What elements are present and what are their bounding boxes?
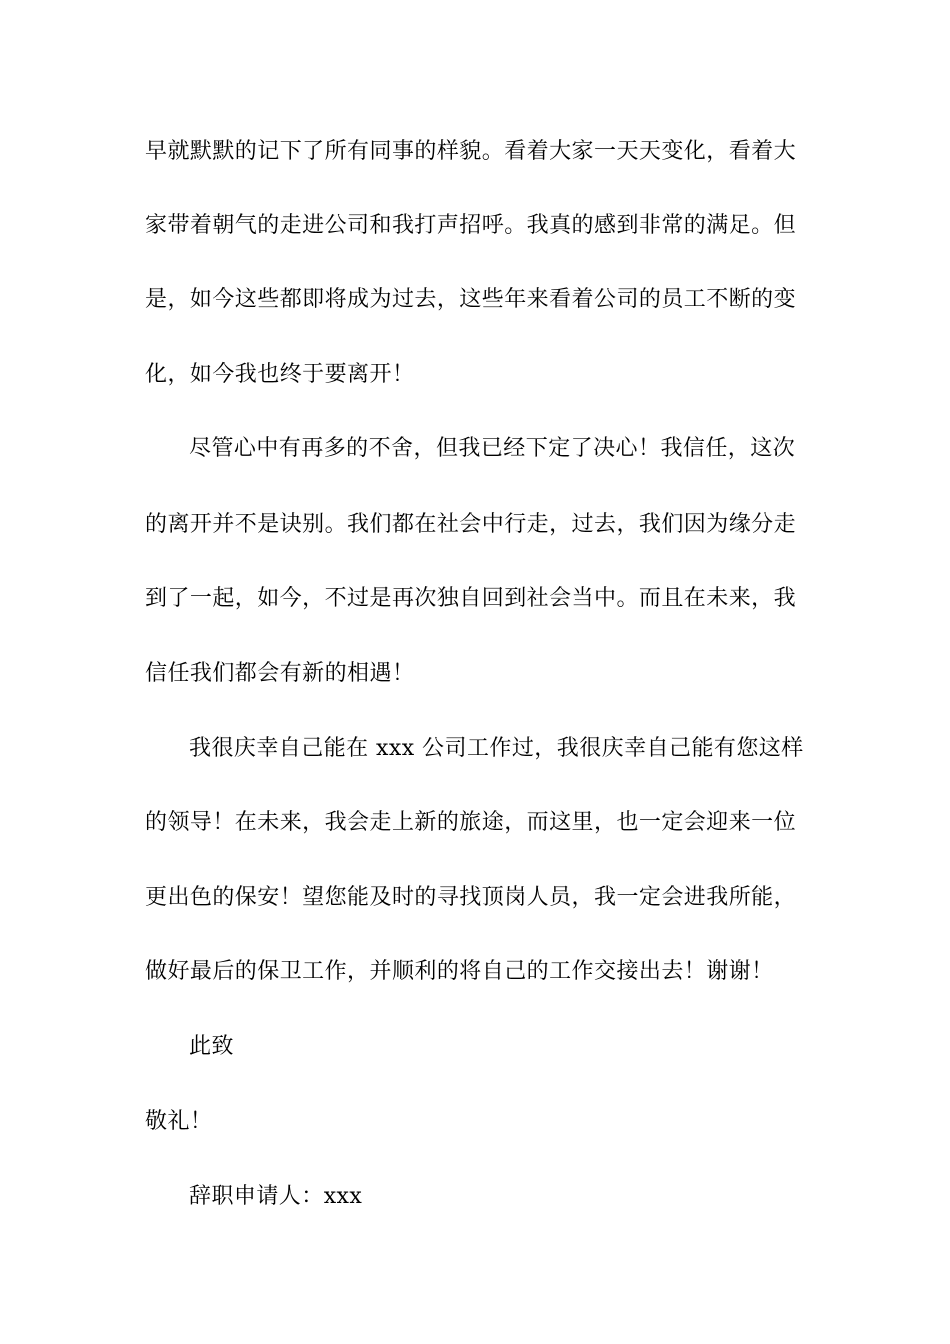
text-line: 到了一起，如今，不过是再次独自回到社会当中。而且在未来，我 (145, 586, 797, 611)
text-line: 化，如今我也终于要离开！ (145, 362, 415, 387)
text-line: 更出色的保安！望您能及时的寻找顶岗人员，我一定会进我所能， (145, 885, 797, 910)
text-line: 的离开并不是诀别。我们都在社会中行走，过去，我们因为缘分走 (145, 512, 797, 537)
paragraph-start-line: 我很庆幸自己能在 xxx 公司工作过，我很庆幸自己能有您这样 (189, 736, 804, 761)
text-line: 是，如今这些都即将成为过去，这些年来看着公司的员工不断的变 (145, 287, 797, 312)
text-line: 的领导！在未来，我会走上新的旅途，而这里，也一定会迎来一位 (145, 810, 797, 835)
text-line: 早就默默的记下了所有同事的样貌。看着大家一天天变化，看着大 (145, 139, 797, 164)
closing-salutation: 此致 (189, 1034, 234, 1059)
text-line: 家带着朝气的走进公司和我打声招呼。我真的感到非常的满足。但 (145, 213, 797, 238)
closing-regards: 敬礼！ (145, 1109, 213, 1134)
text-line: 信任我们都会有新的相遇！ (145, 661, 415, 686)
text-line: 做好最后的保卫工作，并顺利的将自己的工作交接出去！谢谢！ (145, 959, 774, 984)
signature-line: 辞职申请人：xxx (189, 1184, 363, 1209)
paragraph-start-line: 尽管心中有再多的不舍，但我已经下定了决心！我信任，这次 (189, 436, 796, 461)
